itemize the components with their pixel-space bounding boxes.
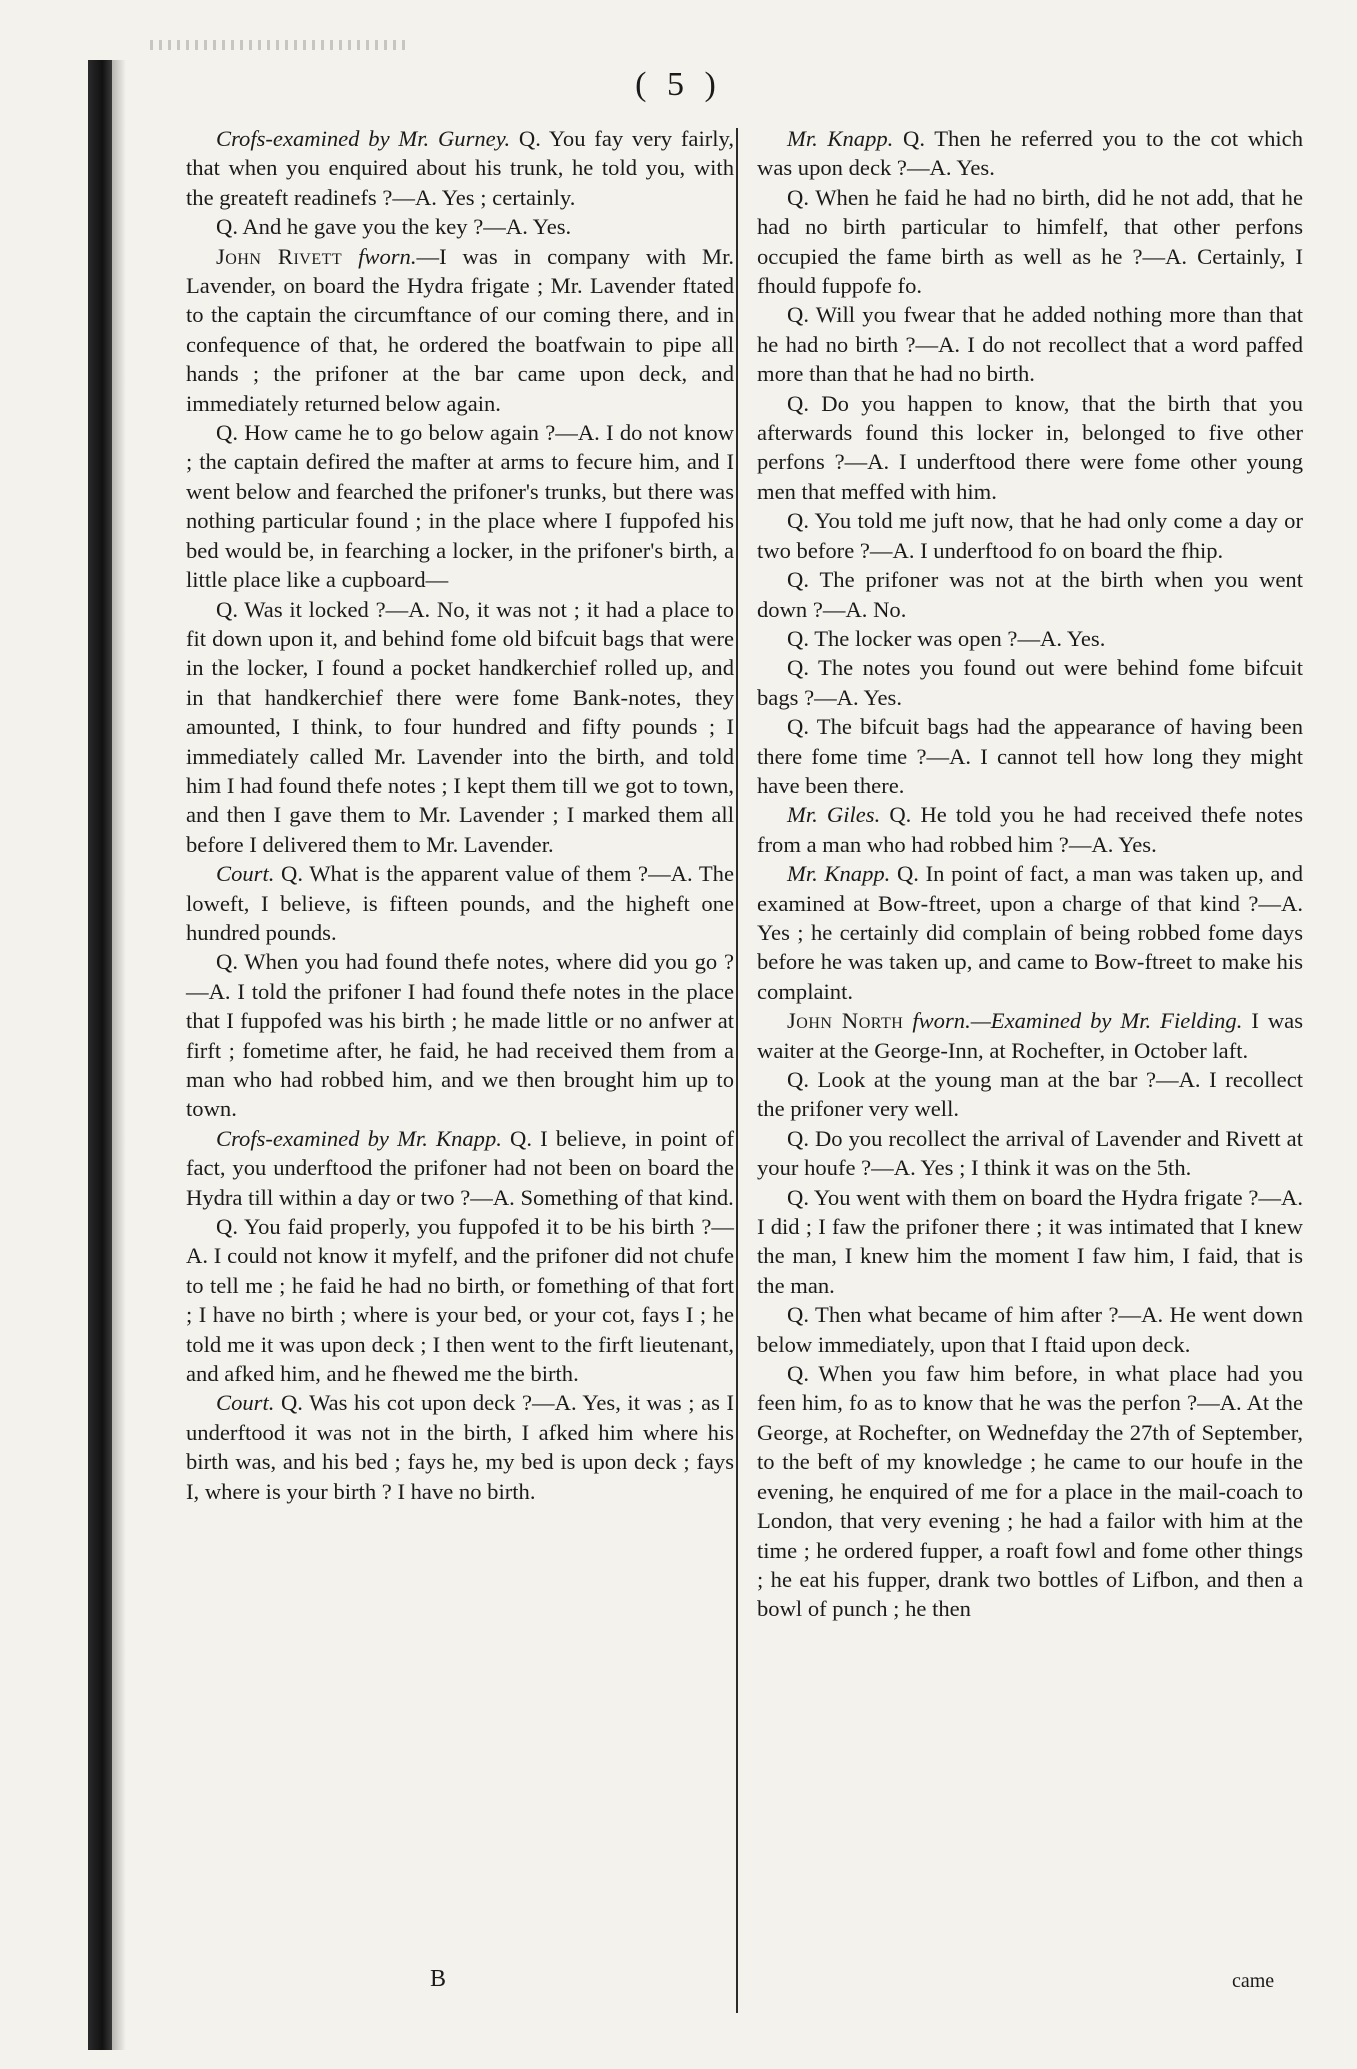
- paragraph: [186, 124, 734, 212]
- paragraph: [186, 1124, 734, 1212]
- paragraph-text: Q. He told you he had received thefe notes from a man who had robbed him ?—A. Yes.: [757, 802, 1303, 857]
- paragraph-text: Q. The prifoner was not at the birth when you went down ?—A. No.: [757, 567, 1303, 622]
- paragraph-text: Q. In point of fact, a man was taken up, and examined at Bow-ftreet, upon a charge of that kind ?—A. Yes ; he certainly did complain of being robbed fome days before he was taken up, and came to Bow-ftreet to make his complaint.: [757, 861, 1304, 1004]
- paragraph: [757, 1359, 1303, 1624]
- paragraph: [757, 859, 1303, 1006]
- speaker-lead: Mr. Knapp.: [787, 861, 891, 887]
- paragraph-text: Q. You told me juft now, that he had only come a day or two before ?—A. I underftood fo on board the fhip.: [757, 508, 1303, 563]
- paragraph: [757, 712, 1303, 800]
- paragraph: [186, 212, 734, 241]
- left-column: [186, 124, 734, 1506]
- speaker-lead: Mr. Knapp.: [787, 126, 894, 151]
- paragraph: [757, 624, 1303, 653]
- signature-mark: B: [430, 1966, 447, 1992]
- paragraph: [186, 947, 734, 1123]
- paragraph: [186, 595, 734, 860]
- paragraph: [757, 1006, 1303, 1065]
- paragraph: [757, 1124, 1303, 1183]
- speaker-lead: Mr. Giles.: [787, 802, 881, 828]
- paragraph-text: Q. Then what became of him after ?—A. He went down below immediately, upon that I ftaid upon deck.: [757, 1302, 1303, 1357]
- paragraph-text: Q. Was his cot upon deck ?—A. Yes, it was ; as I underftood it was not in the birth, I afked him where his birth was, and his bed ; fays he, my bed is upon deck ; fays I, where is your birth ? I have no birth.: [186, 1390, 734, 1504]
- right-column: [757, 124, 1303, 1624]
- paragraph-text: Q. What is the apparent value of them ?—A. The loweft, I believe, is fifteen pounds, and the higheft one hundred pounds.: [186, 861, 734, 945]
- speaker-lead: Court.: [216, 1390, 275, 1416]
- paragraph-text: Q. Do you recollect the arrival of Lavender and Rivett at your houfe ?—A. Yes ; I think it was on the 5th.: [757, 1125, 1303, 1181]
- speaker-lead: John North: [787, 1008, 904, 1034]
- paragraph: [757, 300, 1303, 388]
- paragraph-text: Q. How came he to go below again ?—A. I do not know ; the captain defired the mafter at arms to fecure him, and I went below and fearched the prifoner's trunks, but there was nothing particular found ; in the place where I fuppofed his bed would be, in fearching a locker, in the prifoner's birth, a little place like a cupboard—: [186, 420, 734, 593]
- speaker-lead: Crofs-examined by Mr. Gurney.: [216, 126, 511, 151]
- paragraph: [757, 653, 1303, 712]
- catchword: came: [1232, 1970, 1275, 1992]
- page-number: ( 5 ): [635, 66, 722, 103]
- paragraph: [757, 1183, 1303, 1301]
- paragraph: [186, 1388, 734, 1506]
- paragraph-text: Q. When you had found thefe notes, where did you go ?—A. I told the prifoner I had found thefe notes in the place that I fuppofed was his birth ; he made little or no anfwer at firft ; fometime after, he faid, he had received them from a man who had robbed him, and we then brought him up to town.: [186, 949, 734, 1122]
- sworn-note: fworn.: [342, 243, 417, 269]
- sworn-note: fworn.—Examined by Mr. Fielding.: [903, 1008, 1243, 1034]
- paragraph: [757, 565, 1303, 624]
- paragraph: [757, 124, 1303, 183]
- paragraph-text: Q. Was it locked ?—A. No, it was not ; it had a place to fit down upon it, and behind fome old bifcuit bags that were in the locker, I found a pocket handkerchief rolled up, and in that handkerchief there were fome Bank-notes, they amounted, I think, to four hundred and fifty pounds ; I immediately called Mr. Lavender into the birth, and told him I had found thefe notes ; I kept them till we got to town, and then I gave them to Mr. Lavender ; I marked them all before I delivered them to Mr. Lavender.: [186, 596, 734, 857]
- paragraph: [757, 389, 1303, 507]
- paragraph-text: Q. Do you happen to know, that the birth that you afterwards found this locker in, belonged to five other perfons ?—A. I underftood there were fome other young men that meffed with him.: [757, 390, 1303, 504]
- paragraph-text: Q. Will you fwear that he added nothing more than that he had no birth ?—A. I do not recollect that a word paffed more than that he had no birth.: [757, 302, 1303, 387]
- paragraph-text: Q. I believe, in point of fact, you underftood the prifoner had not been on board the Hydra till within a day or two ?—A. Something of that kind.: [186, 1125, 734, 1210]
- paragraph-text: Q. Look at the young man at the bar ?—A. I recollect the prifoner very well.: [757, 1067, 1303, 1122]
- binding-shadow: [112, 60, 126, 2050]
- paragraph: [186, 418, 734, 594]
- paragraph-text: —I was in company with Mr. Lavender, on board the Hydra frigate ; Mr. Lavender ftated to the captain the circumftance of our coming there, and in confequence of that, he ordered the boatfwain to pipe all hands ; the prifoner at the bar came upon deck, and immediately returned below again.: [186, 243, 735, 416]
- speaker-lead: Court.: [216, 861, 275, 887]
- paragraph-text: Q. When you faw him before, in what place had you feen him, fo as to know that he was the perfon ?—A. At the George, at Rochefter, on Wednefday the 27th of September, to the beft of my knowledge ; he came to our houfe in the evening, he enquired of me for a place in the mail-coach to London, that very evening ; he had a failor with him at the time ; he ordered fupper, a roaft fowl and fome other things ; he eat his fupper, drank two bottles of Lifbon, and then a bowl of punch ; he then: [757, 1361, 1303, 1622]
- paragraph-text: Q. The bifcuit bags had the appearance of having been there fome time ?—A. I cannot tell how long they might have been there.: [757, 714, 1303, 798]
- paragraph-text: Q. When he faid he had no birth, did he not add, that he had no birth particular to himfelf, that other perfons occupied the fame birth as well as he ?—A. Certainly, I fhould fuppofe fo.: [757, 184, 1303, 299]
- paragraph: [757, 1065, 1303, 1124]
- paragraph: [757, 1300, 1303, 1359]
- paragraph-text: Q. You fay very fairly, that when you enquired about his trunk, he told you, with the greateft readinefs ?—A. Yes ; certainly.: [186, 126, 734, 210]
- paragraph: [757, 506, 1303, 565]
- paragraph: [757, 800, 1303, 859]
- paragraph-text: Q. You went with them on board the Hydra frigate ?—A. I did ; I faw the prifoner there ; it was intimated that I knew the man, I knew him the moment I faw him, I faid, that is the man.: [757, 1184, 1303, 1298]
- paragraph: [186, 1212, 734, 1388]
- speaker-lead: Crofs-examined by Mr. Knapp.: [216, 1125, 502, 1151]
- paragraph-text: I was waiter at the George-Inn, at Rochefter, in October laft.: [757, 1008, 1303, 1063]
- paragraph-text: Q. Then he referred you to the cot which was upon deck ?—A. Yes.: [757, 126, 1304, 181]
- paragraph: [186, 859, 734, 947]
- paragraph-text: Q. The notes you found out were behind fome bifcuit bags ?—A. Yes.: [757, 655, 1303, 710]
- paragraph-text: Q. The locker was open ?—A. Yes.: [787, 625, 1106, 651]
- ink-smudge: [150, 40, 410, 50]
- paragraph: [757, 183, 1303, 301]
- page-binding: [88, 60, 112, 2050]
- paragraph-text: Q. You faid properly, you fuppofed it to be his birth ?—A. I could not know it myfelf, and the prifoner did not chufe to tell me ; he faid he had no birth, or fomething of that fort ; I have no birth ; where is your bed, or your cot, fays I ; he told me it was upon deck ; I then went to the firft lieutenant, and afked him, and he fhewed me the birth.: [186, 1214, 734, 1387]
- paragraph-text: Q. And he gave you the key ?—A. Yes.: [216, 214, 572, 240]
- column-divider: [736, 128, 738, 2013]
- paragraph: [186, 242, 734, 418]
- speaker-lead: John Rivett: [216, 243, 343, 269]
